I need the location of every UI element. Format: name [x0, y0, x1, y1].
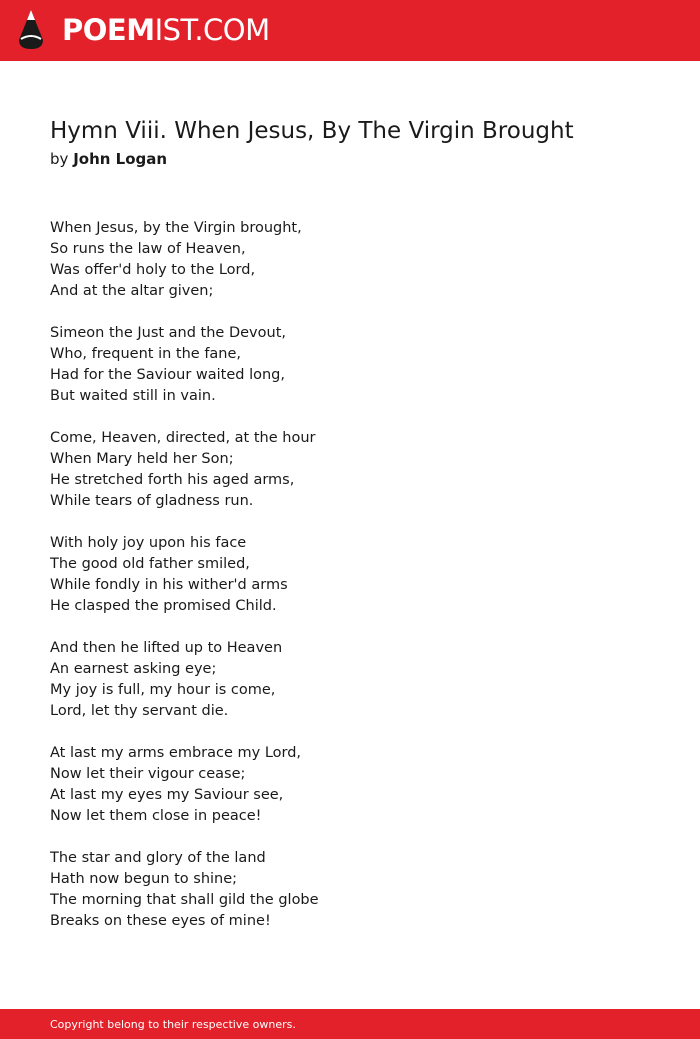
- logo-bold-text: POEM: [62, 13, 155, 47]
- poem-line: Now let them close in peace!: [50, 808, 262, 824]
- author-name: John Logan: [73, 150, 168, 168]
- poem-line: Simeon the Just and the Devout,: [50, 325, 286, 341]
- poem-line: Had for the Saviour waited long,: [50, 367, 285, 383]
- poem-line: And then he lifted up to Heaven: [50, 640, 283, 656]
- poem-line: My joy is full, my hour is come,: [50, 682, 276, 698]
- poem-line: Lord, let thy servant die.: [50, 703, 229, 719]
- poem-line: Was offer'd holy to the Lord,: [50, 262, 256, 278]
- poem-line: Now let their vigour cease;: [50, 766, 246, 782]
- poem-line: At last my arms embrace my Lord,: [50, 745, 302, 761]
- poem-line: An earnest asking eye;: [50, 661, 217, 677]
- stanza: [50, 533, 650, 617]
- byline: [50, 148, 167, 170]
- poem-line: And at the altar given;: [50, 283, 214, 299]
- poem-body: [50, 218, 650, 953]
- stanza: [50, 638, 650, 722]
- stanza: [50, 848, 650, 932]
- poem-line: The good old father smiled,: [50, 556, 250, 572]
- site-footer: [0, 1009, 700, 1039]
- site-header: [0, 0, 700, 61]
- poem-line: Who, frequent in the fane,: [50, 346, 242, 362]
- poem-line: At last my eyes my Saviour see,: [50, 787, 284, 803]
- poem-line: With holy joy upon his face: [50, 535, 247, 551]
- poem-line: When Jesus, by the Virgin brought,: [50, 220, 302, 236]
- copyright-notice: Copyright belong to their respective owners.: [50, 1018, 296, 1031]
- stanza: [50, 743, 650, 827]
- poem-line: While tears of gladness run.: [50, 493, 254, 509]
- poem-line: Hath now begun to shine;: [50, 871, 238, 887]
- by-label: by: [50, 150, 69, 168]
- poem-line: The morning that shall gild the globe: [50, 892, 319, 908]
- site-logo[interactable]: [62, 12, 270, 48]
- stanza: [50, 323, 650, 407]
- poem-line: While fondly in his wither'd arms: [50, 577, 288, 593]
- poem-line: So runs the law of Heaven,: [50, 241, 246, 257]
- poem-line: When Mary held her Son;: [50, 451, 234, 467]
- pencil-tip-icon: [17, 9, 45, 51]
- poem-line: Come, Heaven, directed, at the hour: [50, 430, 316, 446]
- poem-line: But waited still in vain.: [50, 388, 216, 404]
- stanza: [50, 428, 650, 512]
- logo-light-text: IST.COM: [154, 13, 270, 47]
- poem-line: He stretched forth his aged arms,: [50, 472, 295, 488]
- poem-line: Breaks on these eyes of mine!: [50, 913, 271, 929]
- poem-line: The star and glory of the land: [50, 850, 266, 866]
- poem-title: Hymn Viii. When Jesus, By The Virgin Brought: [50, 118, 574, 144]
- poem-line: He clasped the promised Child.: [50, 598, 277, 614]
- stanza: [50, 218, 650, 302]
